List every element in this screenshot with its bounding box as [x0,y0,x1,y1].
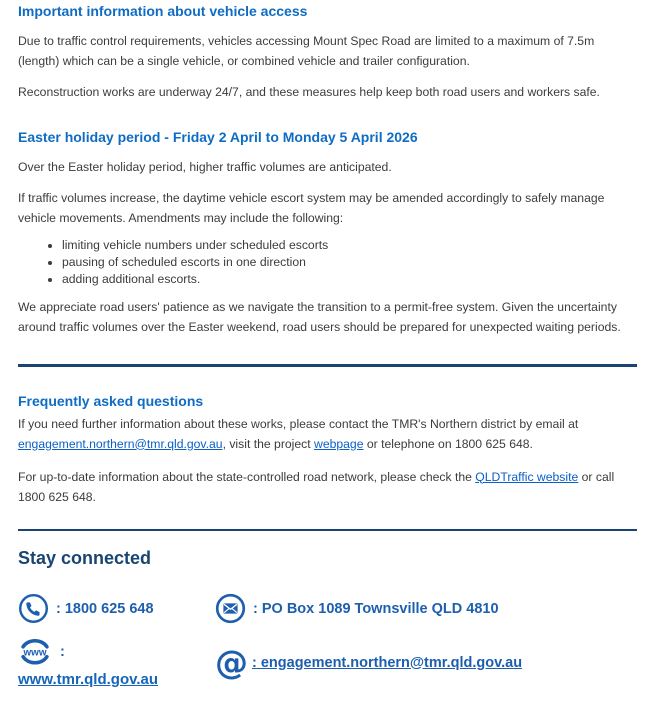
contact-email-link[interactable]: engagement.northern@tmr.qld.gov.au [18,436,223,451]
website-colon: : [60,643,65,660]
contact-grid [18,593,637,689]
list-item: • pausing of scheduled escorts in one direction [62,254,637,271]
faq-text-segment: For up-to-date information about the state-controlled road network, please check the [18,469,476,484]
easter-paragraph-2: If traffic volumes increase, the daytime vehicle escort system may be amended accordingly to safely manage vehicle movements. Amendments may include the following: [18,191,605,225]
phone-contact [18,593,215,624]
engagement-email-link[interactable]: : engagement.northern@tmr.qld.gov.au [252,654,523,671]
easter-paragraph-3: We appreciate road users' patience as we navigate the transition to a permit-free system. Given the uncertainty around traffic volumes over the Easter weekend, road users should be prepared for unexpected waiting periods. [18,300,621,334]
section-heading-easter-period: Easter holiday period - Friday 2 April to Monday 5 April 2026 [18,129,418,145]
email-contact [215,643,637,682]
po-box-value: : PO Box 1089 Townsville QLD 4810 [253,600,499,617]
phone-number-value: : 1800 625 648 [56,600,154,617]
section-divider [18,529,637,532]
faq-text-segment: or call 1800 625 648. [18,469,615,504]
faq-text-segment: If you need further information about these works, please contact the TMR's Northern district by email at [18,416,579,431]
at-sign-icon: @ [215,643,248,682]
section-divider [18,364,637,367]
faq-text-segment: or telephone on 1800 625 648. [363,436,533,451]
vehicle-access-paragraph-2: Reconstruction works are underway 24/7, and these measures help keep both road users and workers safe. [18,85,600,99]
postal-contact [215,593,637,624]
vehicle-access-paragraph-1: Due to traffic control requirements, vehicles accessing Mount Spec Road are limited to a maximum of 7.5m (length) which can be a single vehicle, or combined vehicle and trailer configuration. [18,34,595,68]
svg-text:www: www [23,647,47,659]
website-contact [18,638,215,689]
section-heading-faq: Frequently asked questions [18,392,204,409]
list-item: • limiting vehicle numbers under scheduled escorts [62,237,637,254]
qldtraffic-website-link[interactable]: QLDTraffic website [475,469,579,484]
section-heading-vehicle-access: Important information about vehicle access [18,3,308,19]
mail-icon [215,593,246,624]
globe-www-icon [18,638,52,665]
easter-paragraph-1: Over the Easter holiday period, higher traffic volumes are anticipated. [18,160,392,174]
faq-text-segment: , visit the project [222,436,315,451]
faq-paragraph-1 [18,414,637,454]
phone-icon [18,593,49,624]
list-item: • adding additional escorts. [62,271,637,288]
tmr-website-link[interactable]: www.tmr.qld.gov.au [18,671,159,688]
amendments-list [18,237,637,288]
website-icon-row [18,638,215,665]
stay-connected-heading: Stay connected [18,548,152,568]
faq-paragraph-2 [18,467,637,507]
project-webpage-link[interactable]: webpage [314,436,364,451]
